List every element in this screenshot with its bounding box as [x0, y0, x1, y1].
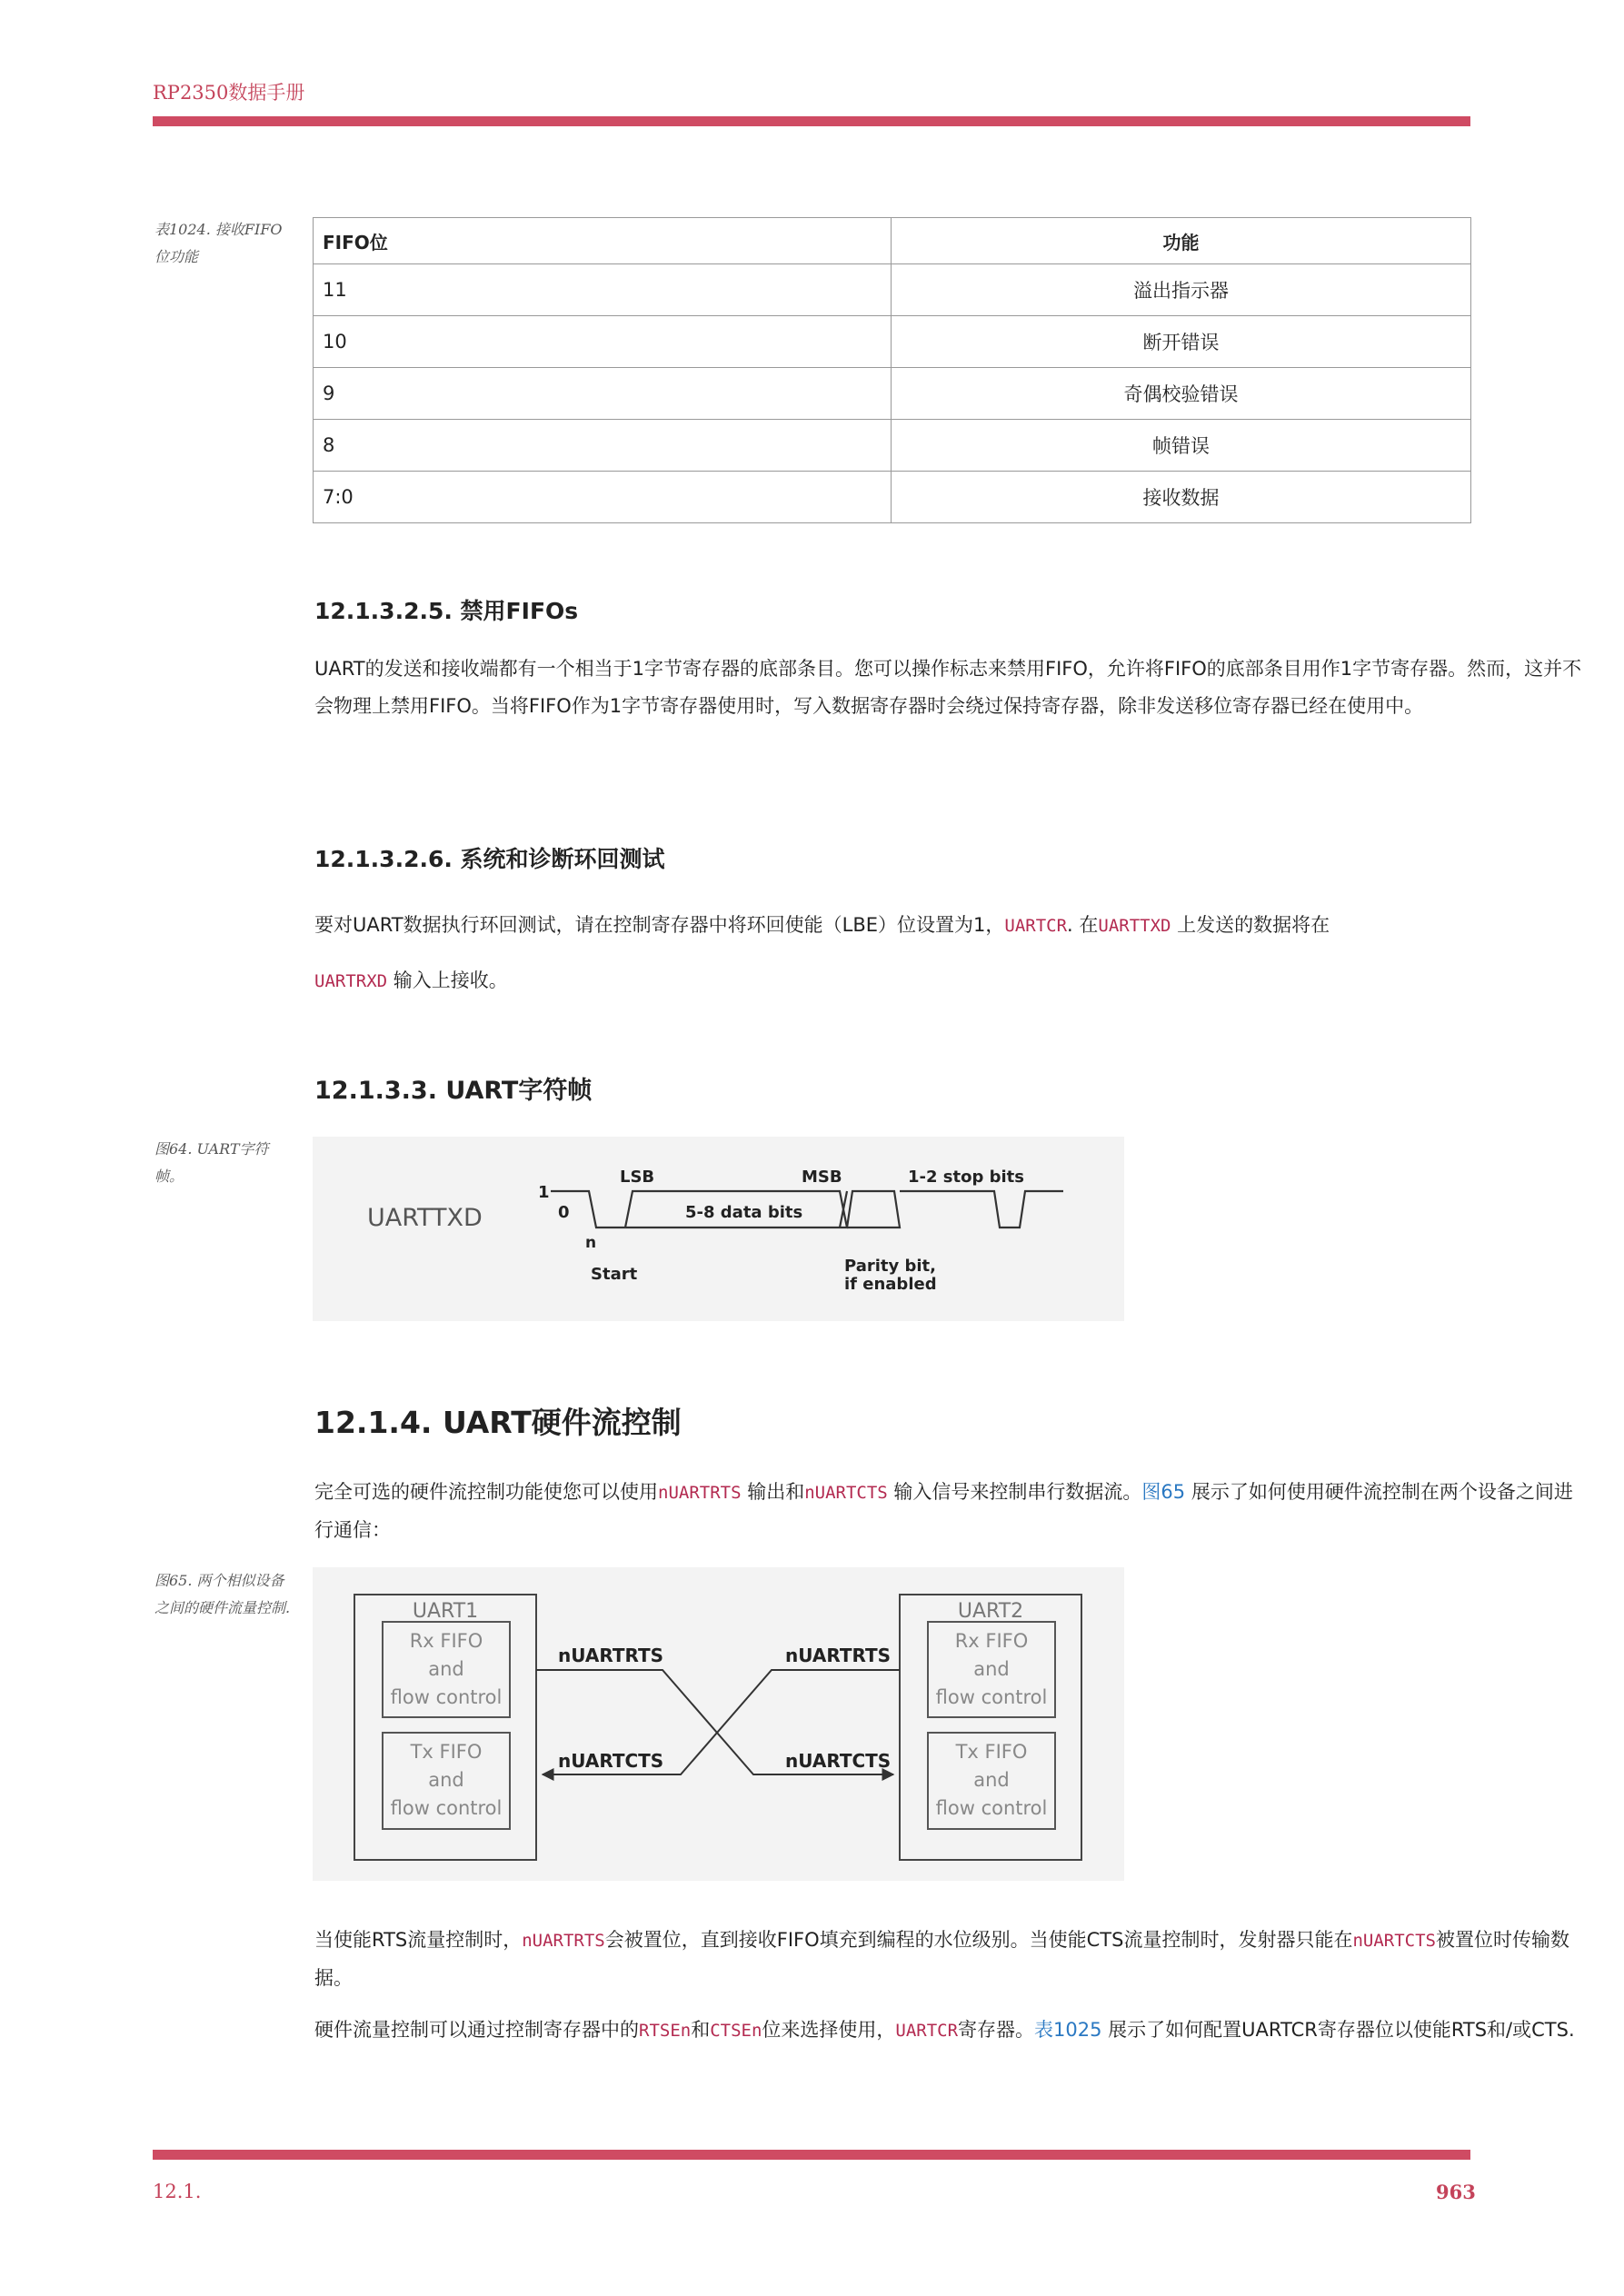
text: 输出和: [741, 1481, 805, 1503]
paragraph-rts-cts: [314, 1922, 1591, 1997]
code-uartcr: UARTCR: [895, 2021, 959, 2041]
uart1-rx-text: Rx FIFO: [409, 1630, 483, 1652]
lsb-label: LSB: [620, 1168, 655, 1187]
header-rule: [153, 116, 1470, 126]
table-header-function: 功能: [892, 218, 1471, 264]
section-heading-disable-fifos: 12.1.3.2.5. 禁用FIFOs: [314, 598, 579, 624]
uart-char-frame-diagram: [313, 1137, 1124, 1321]
table-cell-bit: 7:0: [314, 472, 892, 523]
text: 硬件流量控制可以通过控制寄存器中的: [314, 2019, 639, 2041]
text: 位来选择使用，: [762, 2019, 896, 2041]
stop-bits-label: 1-2 stop bits: [908, 1168, 1024, 1187]
table-row: [314, 420, 1471, 472]
uart2-cts-label: nUARTCTS: [785, 1750, 892, 1772]
uart1-cts-label: nUARTCTS: [558, 1750, 664, 1772]
text: 寄存器。: [958, 2019, 1035, 2041]
parity-label-1: Parity bit,: [844, 1257, 937, 1276]
parity-label-2: if enabled: [844, 1275, 937, 1294]
uart1-tx-text: and: [428, 1769, 464, 1791]
table-cell-bit: 10: [314, 316, 892, 368]
section-heading-char-frame: 12.1.3.3. UART字符帧: [314, 1077, 593, 1105]
paragraph-loopback: [314, 898, 1591, 1009]
text: 输入上接收。: [387, 969, 508, 991]
code-ctsen: CTSEn: [710, 2021, 762, 2041]
footer-rule: [153, 2150, 1470, 2160]
footer-section: 12.1.: [153, 2181, 202, 2202]
text: 和: [691, 2019, 711, 2041]
table-cell-function: 溢出指示器: [892, 264, 1471, 316]
paragraph-disable-fifos: UART的发送和接收端都有一个相当于1字节寄存器的底部条目。您可以操作标志来禁用FIFO，允许将FIFO的底部条目用作1字节寄存器。然而，这并不会物理上禁用FIFO。当将FIFO作为1字节寄存器使用时，写入数据寄存器时会绕过保持寄存器，除非发送移位寄存器已经在使用中。: [314, 658, 1582, 717]
level-one-label: 1: [538, 1183, 550, 1202]
text: 会被置位，直到接收FIFO填充到编程的水位级别。当使能CTS流量控制时，发射器只能在: [604, 1929, 1353, 1951]
table-cell-function: 帧错误: [892, 420, 1471, 472]
table-cell-bit: 8: [314, 420, 892, 472]
uart2-rx-text: and: [973, 1658, 1010, 1680]
code-uarttxd: UARTTXD: [1098, 916, 1171, 936]
table-cell-function: 断开错误: [892, 316, 1471, 368]
text: 被置位时传输数据。: [314, 1929, 1569, 1989]
uart2-label: UART2: [957, 1600, 1024, 1623]
section-heading-hw-flow: 12.1.4. UART硬件流控制: [314, 1405, 682, 1440]
text: 要对UART数据执行环回测试，请在控制寄存器中将环回使能（LBE）位设置为1，: [314, 914, 1005, 936]
table-cell-bit: 11: [314, 264, 892, 316]
table-header-bit: FIFO位: [314, 218, 892, 264]
text: 展示了如何配置UARTCR寄存器位以使能RTS和/或CTS.: [1101, 2019, 1575, 2041]
code-nuartcts: nUARTCTS: [1352, 1931, 1436, 1951]
code-rtsen: RTSEn: [639, 2021, 692, 2041]
n-label: n: [585, 1234, 597, 1252]
text: 输入信号来控制串行数据流。: [887, 1481, 1142, 1503]
hw-flow-control-diagram: [313, 1567, 1124, 1881]
table-header-row: [314, 218, 1471, 264]
text: 完全可选的硬件流控制功能使您可以使用: [314, 1481, 658, 1503]
data-bits-label: 5-8 data bits: [685, 1203, 803, 1222]
code-nuartrts: nUARTRTS: [658, 1483, 742, 1503]
uart2-rx-text: flow control: [935, 1686, 1048, 1708]
table-row: [314, 472, 1471, 523]
signal-label: UARTTXD: [367, 1204, 483, 1232]
table-cell-function: 接收数据: [892, 472, 1471, 523]
table-cell-bit: 9: [314, 368, 892, 420]
code-uartrxd: UARTRXD: [314, 971, 388, 991]
table-1025-link[interactable]: 表1025: [1034, 2019, 1102, 2041]
section-heading-loopback: 12.1.3.2.6. 系统和诊断环回测试: [314, 846, 665, 872]
code-uartcr: UARTCR: [1004, 916, 1068, 936]
start-label: Start: [591, 1265, 638, 1284]
uart2-tx-text: and: [973, 1769, 1010, 1791]
table-row: [314, 368, 1471, 420]
parity-bit-waveform: [840, 1191, 900, 1228]
table-caption: 表1024. 接收FIFO位功能: [154, 221, 283, 265]
table-row: [314, 316, 1471, 368]
uart1-rx-text: flow control: [390, 1686, 503, 1708]
figure-caption: 图65. 两个相似设备之间的硬件流量控制.: [154, 1572, 291, 1616]
uart1-label: UART1: [412, 1600, 479, 1623]
text: 展示了如何使用硬件流控制在两个设备之间进行通信：: [314, 1481, 1573, 1541]
figure-caption: 图64. UART字符帧。: [154, 1140, 269, 1185]
code-nuartcts: nUARTCTS: [804, 1483, 888, 1503]
uart1-tx-text: Tx FIFO: [410, 1741, 483, 1763]
uart1-tx-text: flow control: [390, 1797, 503, 1819]
figure-65-link[interactable]: 图65: [1141, 1481, 1186, 1503]
fifo-bit-table: [313, 217, 1471, 523]
text: 当使能RTS流量控制时，: [314, 1929, 523, 1951]
uart1-rx-text: and: [428, 1658, 464, 1680]
paragraph-hw-flow: [314, 1474, 1591, 1549]
text: . 在: [1067, 914, 1099, 936]
paragraph-flow-select: [314, 2012, 1591, 2050]
page-number: 963: [1436, 2181, 1476, 2203]
uart2-rx-text: Rx FIFO: [954, 1630, 1029, 1652]
level-zero-label: 0: [558, 1203, 570, 1222]
code-nuartrts: nUARTRTS: [522, 1931, 605, 1951]
stop-bits-waveform: [900, 1191, 1063, 1228]
table-cell-function: 奇偶校验错误: [892, 368, 1471, 420]
uart2-tx-text: Tx FIFO: [955, 1741, 1028, 1763]
uart1-rts-label: nUARTRTS: [558, 1645, 664, 1666]
uart2-rts-label: nUARTRTS: [785, 1645, 892, 1666]
msb-label: MSB: [802, 1168, 842, 1187]
document-title: RP2350数据手册: [153, 82, 305, 104]
uart2-tx-text: flow control: [935, 1797, 1048, 1819]
text: 上发送的数据将在: [1171, 914, 1330, 936]
table-row: [314, 264, 1471, 316]
